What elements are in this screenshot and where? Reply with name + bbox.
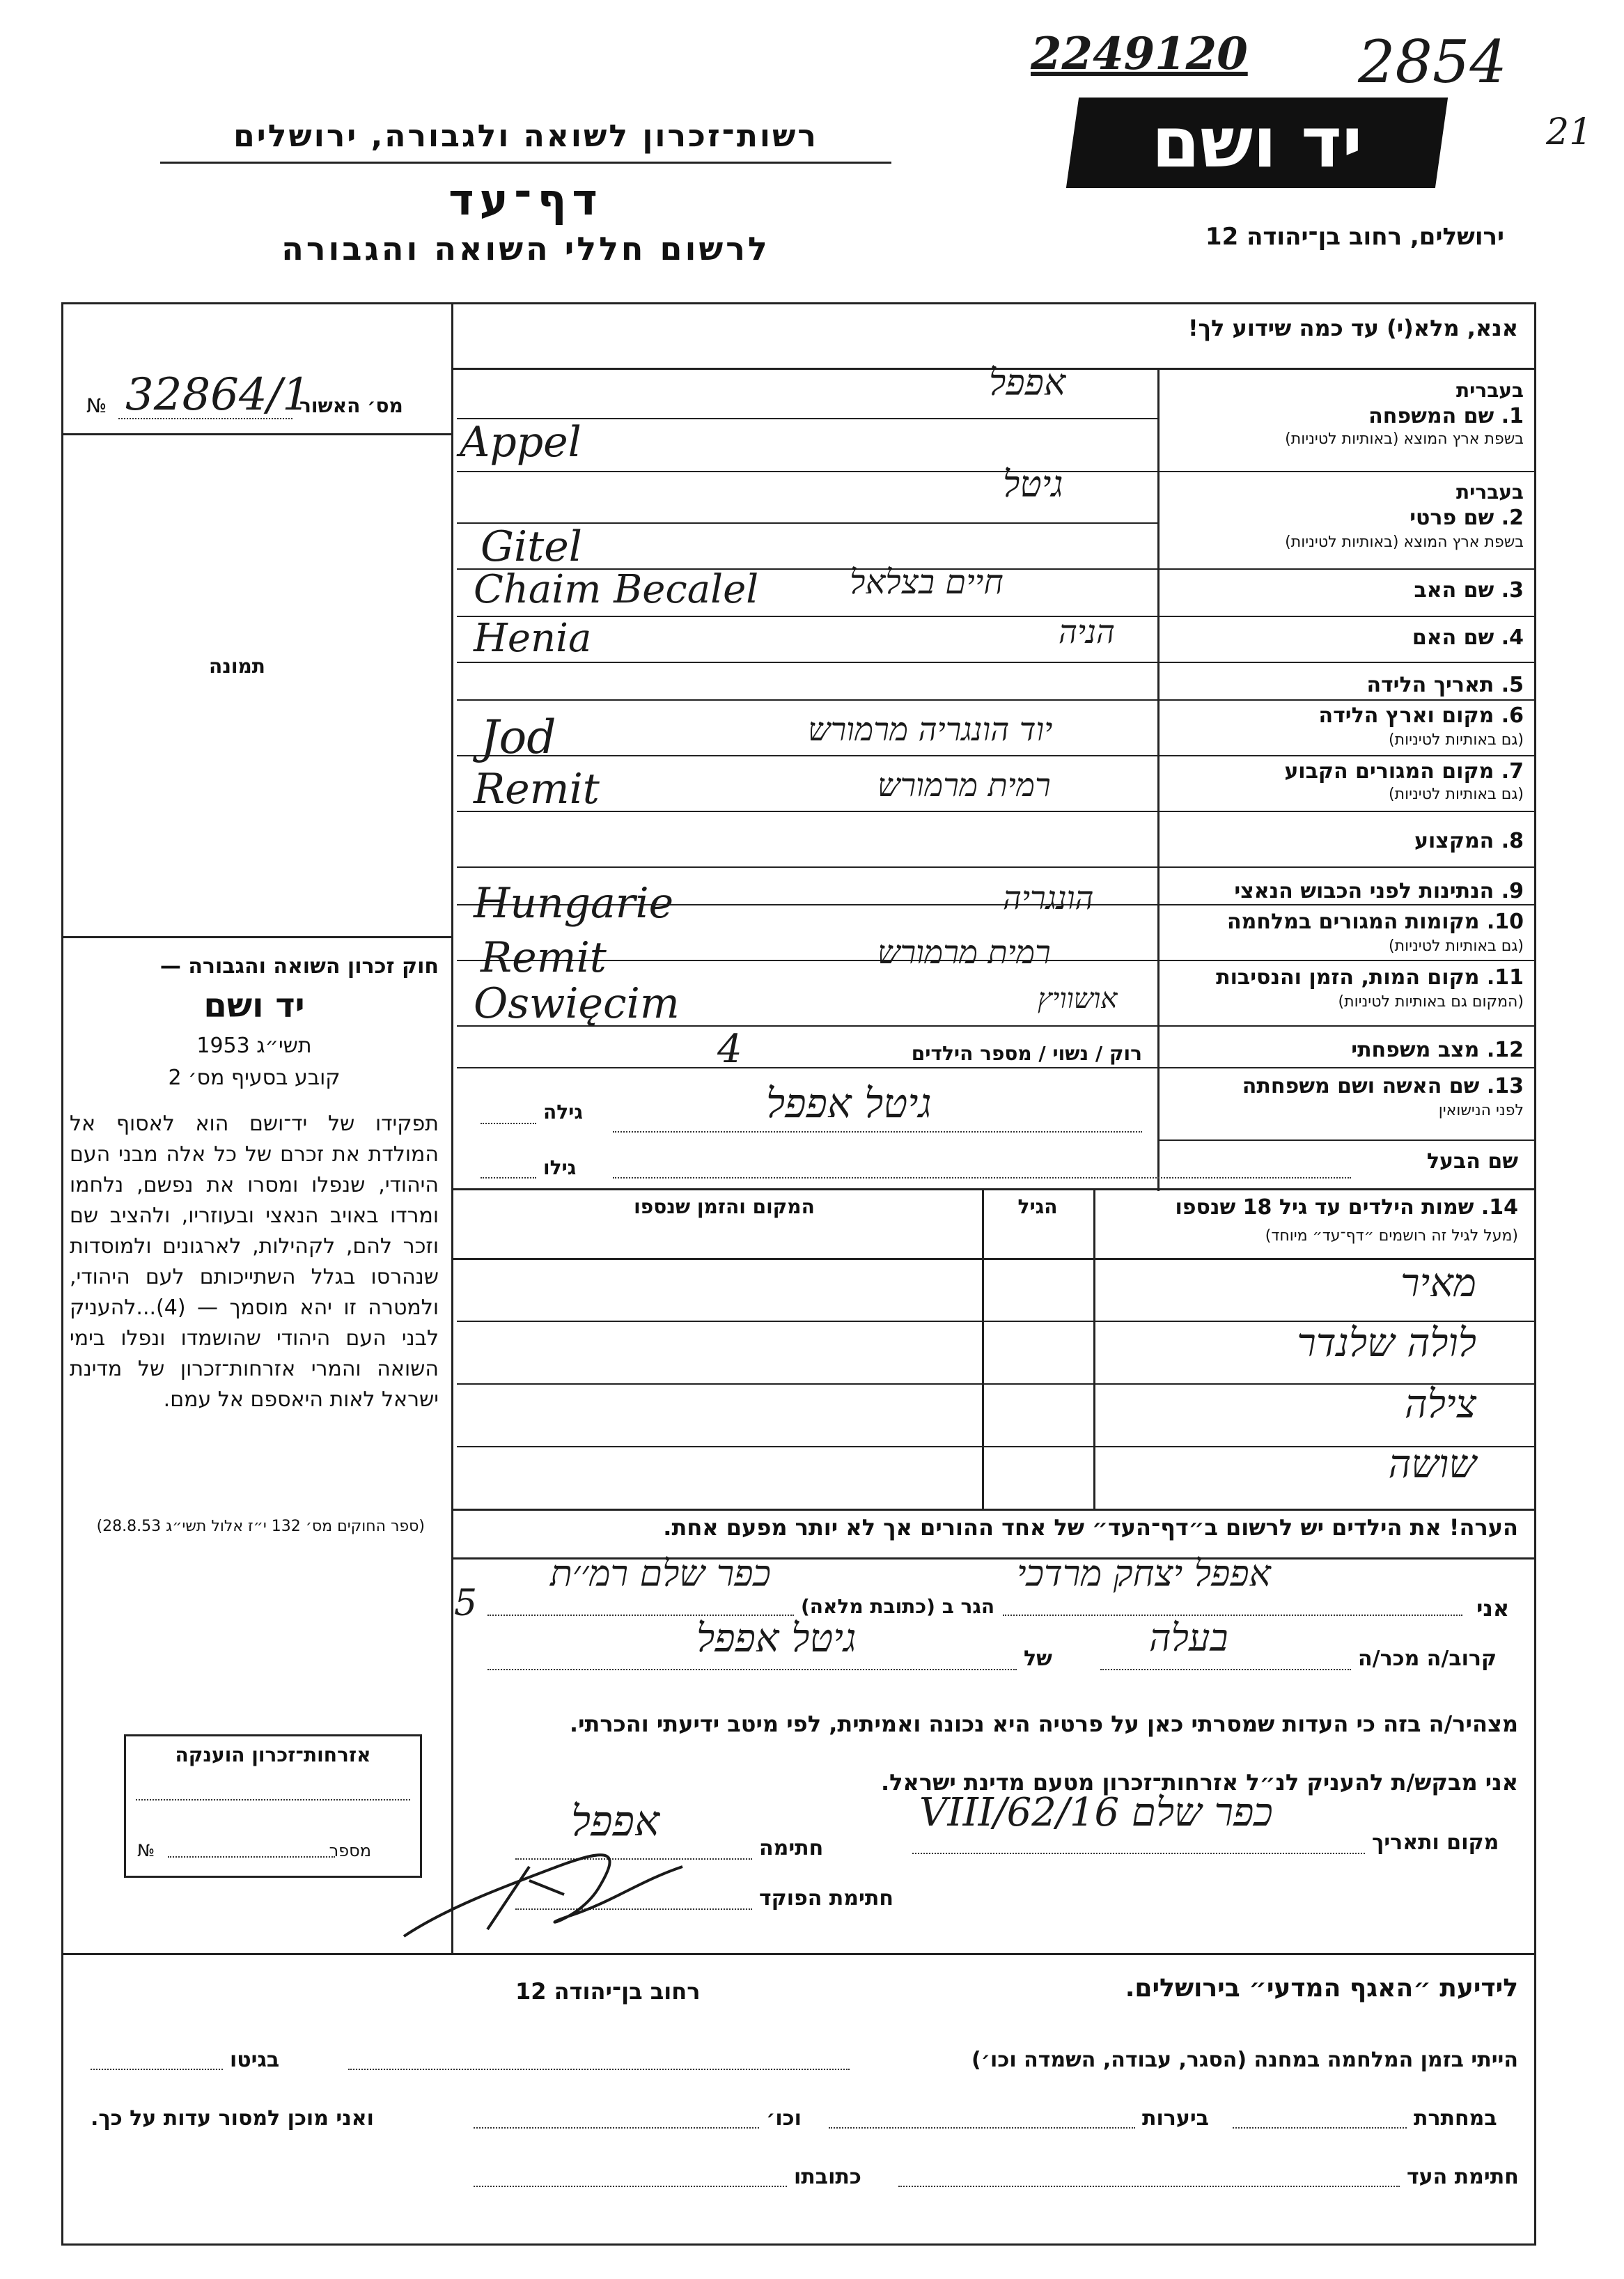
footer-address-label: כתובתו (794, 2165, 861, 2189)
law-year: תשי״ג 1953 (196, 1034, 312, 1058)
official-signature-stroke-2 (487, 1867, 564, 1929)
field-2-latin-value: Gitel (481, 522, 582, 571)
rule-2 (457, 471, 1536, 472)
field-11-value: Oswięcim (474, 979, 680, 1028)
approval-number-line (118, 418, 292, 419)
declarant-address-number: 5 (454, 1582, 478, 1624)
intro-instruction: אנא, מלא(י) עד כמה שידוע לך! (1187, 315, 1518, 341)
reference-number: 2854 (1358, 28, 1507, 96)
husband-line (613, 1177, 1351, 1179)
field-13-sub: לפני הנישואין (1438, 1102, 1524, 1119)
children-label: 14. שמות הילדים עד גיל 18 שנספו (1175, 1195, 1518, 1220)
field-1-hebrew-value: אפפל (989, 362, 1066, 404)
child-name-2: לולה שלנדר (1297, 1321, 1476, 1366)
footer-witness-line (898, 2186, 1400, 2187)
footer-underground-line (1233, 2127, 1407, 2129)
husband-age-line (481, 1177, 536, 1179)
declarant-name-line (1003, 1615, 1462, 1616)
origin-label-2: בשפת ארץ המוצא (באותיות לטיניות) (1285, 534, 1524, 551)
photo-label: תמונה (209, 655, 265, 678)
memorial-citizenship-box (124, 1734, 422, 1878)
relation-line (1100, 1669, 1351, 1670)
field-10-value: Remit (481, 933, 607, 982)
field-4-value: Henia (474, 616, 592, 661)
cert-box-title: אזרחות־זכרון הוענקה (175, 1743, 371, 1766)
cert-box-number-line (168, 1856, 335, 1858)
official-signature-label: חתימת הפוקד (759, 1886, 893, 1911)
place-date-label: מקום ותאריך (1372, 1830, 1499, 1855)
field-9-hebrew-value: הונגריה (1003, 879, 1094, 917)
field-13-line (613, 1131, 1142, 1133)
note-text: הערה! את הילדים יש לרשום ב״דף־העד״ של אחד ההורים אך לא יותר מפעם אחת. (663, 1514, 1518, 1541)
field-1-label: 1. שם המשפחה (1368, 404, 1524, 428)
field-11-hebrew-value: אושוויץ (1038, 983, 1118, 1015)
field-11-label: 11. מקום המות, הזמן והנסיבות (1216, 965, 1524, 990)
field-3-value: Chaim Becalel (474, 567, 759, 612)
note-top-line (451, 1509, 1536, 1511)
field-2-hebrew-value: גיטל (1003, 464, 1063, 506)
field-3-hebrew-value: חיים בצלאל (850, 563, 1004, 602)
rule-10 (457, 866, 1536, 868)
approval-label: מס׳ האשור (299, 394, 403, 417)
header-address: ירושלים, רחוב בן־יהודה 12 (1205, 223, 1504, 251)
field-13-age-line (481, 1123, 536, 1124)
field-9-value: Hungarie (474, 879, 674, 928)
rule-15 (1157, 1140, 1536, 1141)
field-6-sub: (גם באותיות לטיניות) (1389, 731, 1524, 749)
footer-etc: וכו׳ (766, 2106, 802, 2131)
logo-text: יד ושם (1151, 102, 1363, 183)
law-title: חוק זכרון השואה והגבורה — (159, 954, 439, 979)
of-value: גיטל אפפל (696, 1616, 857, 1661)
footer-ghetto: בגיטו (230, 2048, 280, 2072)
children-col-2 (982, 1188, 984, 1509)
reference-suffix: 21 (1546, 111, 1593, 153)
organization-line: רשות־זכרון לשואה ולגבורה, ירושלים (233, 118, 818, 154)
field-6-hebrew-value: יוד הונגריה מרמורש (808, 710, 1053, 748)
children-age-header: הגיל (1017, 1195, 1058, 1218)
field-12-options: רוק / נשוי / מספר הילדים (911, 1042, 1142, 1065)
rule-6 (457, 662, 1536, 663)
field-4-hebrew-value: הניה (1059, 613, 1115, 651)
footer-top-line (61, 1953, 1536, 1955)
rule-7 (457, 699, 1536, 701)
form-title: דף־עד (448, 174, 603, 225)
children-header-line (451, 1258, 1536, 1260)
relative-label: קרוב/ה מכר/ה (1358, 1647, 1497, 1671)
footer-ready: ואני מוכן למסור עדות על כך. (91, 2106, 374, 2131)
children-sub: (מעל לגיל זה רושמים ״דף־עד״ מיוחד) (1265, 1227, 1518, 1245)
field-10-label: 10. מקומות המגורים במלחמה (1227, 910, 1524, 934)
official-signature-scribble (390, 1839, 738, 1950)
children-top-line (451, 1188, 1536, 1190)
of-line (487, 1669, 1017, 1670)
field-6-label: 6. מקום וארץ הלידה (1318, 703, 1524, 728)
hebrew-label-2: בעברית (1455, 481, 1524, 504)
of-label: של (1024, 1647, 1052, 1671)
field-12-label: 12. מצב משפחתי (1351, 1038, 1524, 1062)
rule-14 (457, 1067, 1536, 1068)
left-column-divider (451, 302, 453, 1953)
field-13-age-label: גילה (543, 1100, 583, 1123)
signature-label: חתימה (759, 1836, 824, 1860)
child-name-1: מאיר (1400, 1261, 1476, 1306)
field-7-hebrew-value: רמית מרמורש (877, 766, 1051, 804)
child-name-3: צילה (1404, 1382, 1476, 1427)
field-13-label: 13. שם האשה ושם משפחתה (1242, 1074, 1524, 1098)
rule-9 (457, 811, 1536, 812)
footer-to-label: לידיעת ״האגף המדעי״ בירושלים. (1125, 1974, 1518, 2002)
field-8-label: 8. המקצוע (1414, 829, 1524, 853)
cert-box-number-label: מספר (329, 1841, 371, 1860)
approval-number: 32864/1 (125, 369, 311, 421)
footer-line-1: הייתי בזמן המלחמה במחנה (הסגר, עבודה, השמדה וכו׳) (971, 2048, 1518, 2072)
request-text: אני מבקש/ת להעניק לנ״ל אזרחות־זכרון מטעם מדינת ישראל. (881, 1769, 1518, 1796)
field-12-children-count: 4 (717, 1027, 742, 1072)
photo-top-line (61, 433, 451, 435)
field-9-label: 9. הנתינות לפני הכבוש הנאצי (1234, 879, 1524, 903)
cert-box-no-sign: № (137, 1841, 155, 1860)
declarant-resides-label: הגר ב (כתובת מלאה) (801, 1595, 995, 1618)
husband-age-label: גילו (543, 1156, 577, 1179)
field-7-sub: (גם באותיות לטיניות) (1389, 786, 1524, 803)
field-5-label: 5. תאריך הלידה (1366, 673, 1524, 697)
footer-witness-signature: חתימת העד (1407, 2165, 1519, 2189)
child-name-4: שושה (1388, 1442, 1476, 1487)
place-date-value: כפר שלם 16/VIII/62 (919, 1790, 1273, 1835)
form-subtitle: לרשום חללי השואה והגבורה (281, 230, 770, 267)
cert-box-line (136, 1799, 410, 1800)
declaration-text: מצהיר/ה בזה כי העדות שמסרתי כאן על פרטיה היא נכונה ואמיתית, לפי מיטב ידיעתי והכרתי. (569, 1711, 1518, 1737)
signature-value: אפפל (571, 1797, 659, 1846)
footer-to-address: רחוב בן־יהודה 12 (515, 1978, 701, 2005)
field-2-label: 2. שם פרטי (1410, 506, 1524, 530)
declarant-ani: אני (1476, 1595, 1510, 1621)
law-name: יד ושם (203, 986, 305, 1025)
law-text: תפקידו של יד־ושם הוא לאסוף אל המולדת את זכרם של כל אלה מבני העם היהודי, שנפלו ומסרו את נפשם, נלחמו ומרדו באויב הנאצי ובעוזריו, ולהציב שם וזכר להם, לקהילות, לארגונים ולמוסדות שנהרסו בגלל השתייכותם לעם היהודי, ולמטרה זו יהא מוסמך — (4)...להעניק לבני העם היהודי שהושמדו ונפלו בימי השואה והמרי אזרחות־זכרון של מדינת ישראל לאות היאספם אל עמם. (70, 1112, 439, 1412)
declarant-name: אפפל יצחק מרדכי (1017, 1553, 1271, 1595)
footer-forests-line (829, 2127, 1135, 2129)
footer-address-line (474, 2186, 787, 2187)
field-10-sub: (גם באותיות לטיניות) (1389, 938, 1524, 955)
footer-forests: ביערות (1142, 2106, 1209, 2131)
field-6-value: Jod (481, 710, 556, 764)
footer-underground: במחתרת (1414, 2106, 1497, 2131)
field-7-value: Remit (474, 765, 600, 814)
field-13-value: גיטל אפפל (766, 1080, 932, 1127)
rule-8 (457, 755, 1536, 756)
field-1-latin-value: Appel (460, 418, 581, 467)
field-7-label: 7. מקום המגורים הקבוע (1284, 759, 1524, 784)
place-date-line (912, 1853, 1365, 1854)
footer-ghetto-line (91, 2069, 223, 2070)
origin-label-1: בשפת ארץ המוצא (באותיות לטיניות) (1285, 430, 1524, 448)
hebrew-label-1: בעברית (1455, 379, 1524, 402)
yad-vashem-logo (1066, 98, 1448, 188)
approval-no-sign: № (86, 394, 107, 417)
field-3-label: 3. שם האב (1414, 578, 1524, 602)
law-source: (ספר החוקים מס׳ 132 י״ז אלול תשי״ג 28.8.53) (96, 1518, 425, 1535)
field-11-sub: (המקום גם באותיות לטיניות) (1338, 993, 1524, 1011)
footer-camp-line (348, 2069, 850, 2070)
children-place-header: המקום והזמן שנספו (634, 1195, 815, 1218)
law-section: קובע בסעיף מס׳ 2 (168, 1066, 341, 1090)
husband-label: שם הבעל (1426, 1149, 1518, 1174)
field-4-label: 4. שם האם (1412, 625, 1524, 650)
footer-etc-line (474, 2127, 759, 2129)
rule-5 (457, 616, 1536, 617)
header-underline (160, 162, 891, 164)
field-10-hebrew-value: רמית מרמורש (877, 933, 1051, 971)
relation-value: בעלה (1149, 1616, 1228, 1660)
stamp-number: 2249120 (1031, 28, 1248, 80)
photo-bottom-line (61, 936, 451, 938)
official-signature-stroke-1 (404, 1855, 682, 1936)
declarant-address: כפר שלם רמ׳׳ת (550, 1553, 771, 1595)
children-col-1 (1093, 1188, 1095, 1509)
